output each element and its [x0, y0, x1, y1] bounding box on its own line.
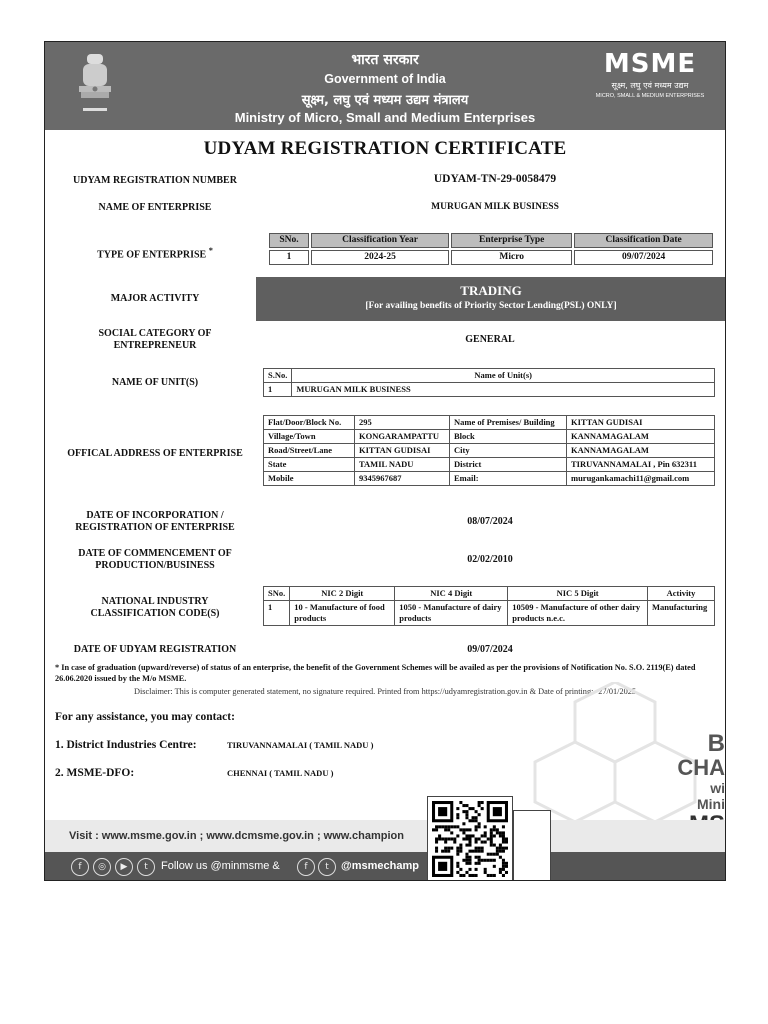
type-star: * [208, 246, 213, 255]
header-hindi-gov: भारत सरकार [351, 52, 419, 68]
header-hindi-ministry: सूक्ष्म, लघु एवं मध्यम उद्यम मंत्रालय [301, 93, 469, 108]
nic-cell: 1050 - Manufacture of dairy products [395, 601, 508, 626]
nic-th: SNo. [264, 587, 290, 601]
comm-label-1: DATE OF COMMENCEMENT OF [78, 548, 232, 559]
nic-cell: 10509 - Manufacture of other dairy products n.e.c. [508, 601, 648, 626]
unit-th: S.No. [264, 369, 292, 383]
major-activity: TRADING [460, 283, 522, 298]
social-label [45, 328, 265, 352]
type-table [267, 231, 715, 267]
comm-label-2: PRODUCTION/BUSINESS [95, 560, 215, 571]
unit-table [263, 368, 715, 397]
instagram-icon[interactable]: ◎ [93, 858, 111, 876]
nic-table [263, 586, 715, 626]
comm-date: 02/02/2010 [467, 554, 513, 565]
follow-handle[interactable]: @msmechamp [341, 860, 419, 872]
unit-cell: MURUGAN MILK BUSINESS [292, 383, 715, 397]
certificate [44, 41, 726, 881]
reg-no: UDYAM-TN-29-0058479 [433, 173, 557, 185]
type-th: SNo. [269, 233, 309, 248]
youtube-icon[interactable]: ▶ [115, 858, 133, 876]
enterprise-label: NAME OF ENTERPRISE [98, 202, 212, 213]
certificate-header [45, 42, 725, 130]
twitter-icon[interactable]: t [318, 858, 336, 876]
table-row [264, 601, 715, 626]
msme-logo-text: MSME [603, 49, 697, 79]
udyam-date: 09/07/2024 [467, 644, 513, 655]
footer-visit[interactable]: Visit : www.msme.gov.in ; www.dcmsme.gov.in ; www.champion [69, 830, 404, 842]
address-key: District [450, 458, 567, 472]
msme-logo [595, 50, 705, 99]
address-key: Flat/Door/Block No. [264, 416, 355, 430]
unit-th: Name of Unit(s) [292, 369, 715, 383]
type-th: Enterprise Type [451, 233, 572, 248]
address-key: Name of Premises/ Building [450, 416, 567, 430]
graduation-note: * In case of graduation (upward/reverse) of status of an enterprise, the benefit of the Government Schemes will be availed as per the provisions of Notification No. S.O. 2119(E) dated 26.06.2020 issued by the M/o MSME. [55, 663, 696, 683]
footer-visit-bar [45, 820, 725, 852]
type-label [45, 245, 265, 261]
address-value: KANNAMAGALAM [567, 444, 715, 458]
address-label: OFFICAL ADDRESS OF ENTERPRISE [67, 448, 243, 459]
dfo-label: 2. MSME-DFO: [55, 767, 135, 779]
header-gov: Government of India [324, 72, 446, 86]
major-activity-note: [For availing benefits of Priority Sector Lending(PSL) ONLY] [365, 301, 617, 311]
msme-logo-sub: MICRO, SMALL & MEDIUM ENTERPRISES [595, 93, 705, 99]
inc-label-1: DATE OF INCORPORATION / [86, 510, 224, 521]
nic-cell: 10 - Manufacture of food products [290, 601, 395, 626]
follow-text: Follow us @minmsme & [161, 860, 280, 872]
type-th: Classification Date [574, 233, 713, 248]
address-value: KANNAMAGALAM [567, 430, 715, 444]
header-ministry: Ministry of Micro, Small and Medium Enterprises [234, 110, 536, 125]
qr-code-icon[interactable] [427, 796, 513, 881]
nic-th: NIC 2 Digit [290, 587, 395, 601]
nic-label-1: NATIONAL INDUSTRY [101, 596, 209, 607]
nic-label [45, 596, 265, 620]
champions-line: wi [710, 780, 725, 796]
major-activity-box [256, 277, 726, 321]
address-key: Road/Street/Lane [264, 444, 355, 458]
qr-frame [513, 810, 551, 881]
inc-label-2: REGISTRATION OF ENTERPRISE [75, 522, 235, 533]
address-table [263, 415, 715, 486]
address-key: City [450, 444, 567, 458]
table-row [269, 250, 713, 265]
msme-logo-hindi: सूक्ष्म, लघु एवं मध्यम उद्यम [611, 81, 689, 90]
dic-value: TIRUVANNAMALAI ( TAMIL NADU ) [227, 740, 374, 750]
nic-cell: Manufacturing [648, 601, 715, 626]
disclaimer: Disclaimer: This is computer generated statement, no signature required. Printed from https://udyamregistration.gov.in & Date of printing:- 27/01/2025 [133, 687, 637, 696]
type-cell: 1 [269, 250, 309, 265]
type-cell: Micro [451, 250, 572, 265]
nic-cell: 1 [264, 601, 290, 626]
address-value: TAMIL NADU [355, 458, 450, 472]
champions-line: CHA [677, 755, 725, 780]
udyam-date-label: DATE OF UDYAM REGISTRATION [73, 644, 237, 655]
nic-th: Activity [648, 587, 715, 601]
champions-line: B [707, 730, 725, 757]
type-label-text: TYPE OF ENTERPRISE [97, 249, 207, 261]
address-key: Block [450, 430, 567, 444]
nic-label-2: CLASSIFICATION CODE(S) [90, 608, 220, 619]
page-title: UDYAM REGISTRATION CERTIFICATE [203, 138, 567, 159]
table-row [264, 416, 715, 430]
address-value[interactable]: murugankamachi11@gmail.com [567, 472, 715, 486]
address-value: KITTAN GUDISAI [567, 416, 715, 430]
address-key: State [264, 458, 355, 472]
comm-label [45, 548, 265, 572]
inc-label [45, 510, 265, 534]
table-row [264, 444, 715, 458]
dfo-value: CHENNAI ( TAMIL NADU ) [227, 768, 334, 778]
type-th: Classification Year [311, 233, 449, 248]
inc-date: 08/07/2024 [467, 516, 513, 527]
address-value: 9345967687 [355, 472, 450, 486]
unit-label: NAME OF UNIT(S) [111, 377, 199, 388]
major-activity-label: MAJOR ACTIVITY [110, 293, 200, 304]
address-value: KONGARAMPATTU [355, 430, 450, 444]
social-label-1: SOCIAL CATEGORY OF [98, 328, 212, 339]
address-value: TIRUVANNAMALAI , Pin 632311 [567, 458, 715, 472]
footer-social-bar [45, 852, 725, 881]
table-row [264, 430, 715, 444]
facebook-icon[interactable]: f [71, 858, 89, 876]
address-key: Mobile [264, 472, 355, 486]
address-key: Village/Town [264, 430, 355, 444]
social-category: GENERAL [465, 334, 515, 345]
unit-cell: 1 [264, 383, 292, 397]
twitter-icon[interactable]: t [137, 858, 155, 876]
table-row [264, 458, 715, 472]
table-row [264, 383, 715, 397]
address-key: Email: [450, 472, 567, 486]
enterprise-name: MURUGAN MILK BUSINESS [431, 202, 559, 212]
social-label-2: ENTREPRENEUR [113, 340, 197, 351]
nic-th: NIC 5 Digit [508, 587, 648, 601]
facebook-icon[interactable]: f [297, 858, 315, 876]
type-cell: 09/07/2024 [574, 250, 713, 265]
type-cell: 2024-25 [311, 250, 449, 265]
table-row [264, 472, 715, 486]
assist-heading: For any assistance, you may contact: [55, 711, 235, 723]
address-value: 295 [355, 416, 450, 430]
reg-no-label: UDYAM REGISTRATION NUMBER [73, 175, 237, 186]
dic-label: 1. District Industries Centre: [55, 739, 197, 751]
champions-line: Mini [697, 796, 725, 812]
address-value: KITTAN GUDISAI [355, 444, 450, 458]
nic-th: NIC 4 Digit [395, 587, 508, 601]
